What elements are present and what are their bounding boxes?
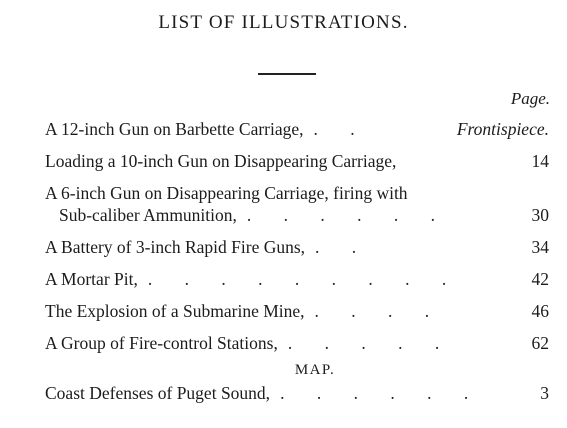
entry-title: The Explosion of a Submarine Mine, — [45, 301, 305, 321]
dot-leader: . . . . . — [287, 333, 454, 353]
entry-title: Coast Defenses of Puget Sound, — [45, 383, 271, 403]
entry-title: A Battery of 3-inch Rapid Fire Guns, — [45, 237, 306, 257]
list-item — [45, 150, 549, 172]
list-item — [45, 182, 549, 226]
list-item — [45, 332, 549, 354]
entry-title: A Group of Fire-control Stations, — [45, 333, 278, 353]
entry-page: 34 — [531, 237, 549, 257]
map-section-heading: MAP. — [294, 362, 336, 378]
dot-leader: . . . . — [314, 301, 444, 321]
entry-title: A 6-inch Gun on Disappearing Carriage, firing with — [45, 183, 408, 203]
list-item — [45, 118, 549, 140]
page-title: LIST OF ILLUSTRATIONS. — [158, 12, 409, 33]
dot-leader: . . . . . . — [280, 383, 483, 403]
entry-page: 3 — [540, 383, 549, 403]
entry-title: A Mortar Pit, — [45, 269, 138, 289]
page-column-label: Page. — [510, 89, 550, 108]
entry-title-continued: Sub-caliber Ammunition, — [59, 205, 237, 225]
dot-leader: . . — [315, 237, 371, 257]
entry-page: Frontispiece. — [456, 119, 549, 139]
title-rule — [258, 73, 316, 75]
list-item — [45, 300, 549, 322]
illustrations-list — [45, 118, 549, 414]
entry-page: 46 — [531, 301, 549, 321]
list-item — [45, 236, 549, 258]
entry-title: Loading a 10-inch Gun on Disappearing Carriage, — [45, 151, 397, 171]
dot-leader: . . . . . . — [246, 205, 450, 225]
dot-leader: . . . . . . . . . — [147, 269, 461, 289]
entry-page: 14 — [531, 151, 549, 171]
dot-leader: . . — [313, 119, 369, 139]
entry-title: A 12-inch Gun on Barbette Carriage, — [45, 119, 304, 139]
entry-page: 30 — [531, 205, 549, 225]
list-item — [45, 382, 549, 404]
list-item — [45, 268, 549, 290]
entry-page: 42 — [531, 269, 549, 289]
entry-page: 62 — [531, 333, 549, 353]
